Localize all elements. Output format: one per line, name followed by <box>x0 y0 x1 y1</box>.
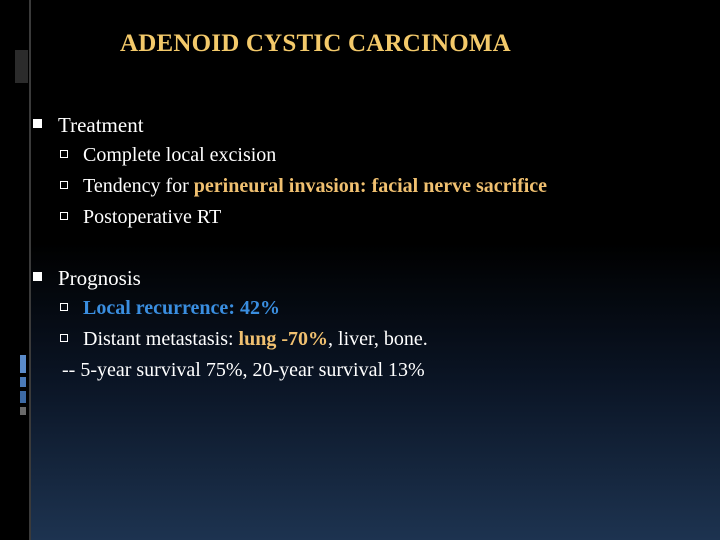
distant-metastasis-prefix: Distant metastasis: <box>83 328 239 350</box>
slide-content <box>30 110 710 386</box>
treatment-item <box>30 202 710 233</box>
accent-mark <box>20 355 26 373</box>
prognosis-heading-row <box>30 263 710 293</box>
local-recurrence-text: Local recurrence: 42% <box>83 297 280 319</box>
treatment-heading-row <box>30 110 710 140</box>
prognosis-item <box>30 324 710 355</box>
accent-mark <box>20 377 26 387</box>
survival-line: -- 5-year survival 75%, 20-year survival 13% <box>62 359 425 381</box>
prognosis-heading: Prognosis <box>58 266 141 290</box>
hollow-square-bullet-icon <box>60 334 68 342</box>
hollow-square-bullet-icon <box>60 181 68 189</box>
treatment-heading: Treatment <box>58 113 144 137</box>
prognosis-item <box>30 293 710 324</box>
accent-mark <box>20 391 26 403</box>
hollow-square-bullet-icon <box>60 303 68 311</box>
treatment-item-text: Complete local excision <box>83 144 277 166</box>
left-accent-marks <box>20 355 26 419</box>
left-accent-block <box>15 50 28 83</box>
treatment-item-text: Postoperative RT <box>83 206 222 228</box>
lung-highlight: lung -70% <box>238 328 329 350</box>
distant-metastasis-suffix: , liver, bone. <box>328 328 428 350</box>
slide-title: ADENOID CYSTIC CARCINOMA <box>120 30 511 57</box>
treatment-item <box>30 171 710 202</box>
hollow-square-bullet-icon <box>60 212 68 220</box>
treatment-item <box>30 140 710 171</box>
perineural-highlight: perineural invasion: facial nerve sacrifice <box>193 175 548 197</box>
treatment-item-text: Tendency for <box>83 175 194 197</box>
hollow-square-bullet-icon <box>60 150 68 158</box>
accent-mark <box>20 407 26 415</box>
filled-square-bullet-icon <box>33 272 42 281</box>
filled-square-bullet-icon <box>33 119 42 128</box>
